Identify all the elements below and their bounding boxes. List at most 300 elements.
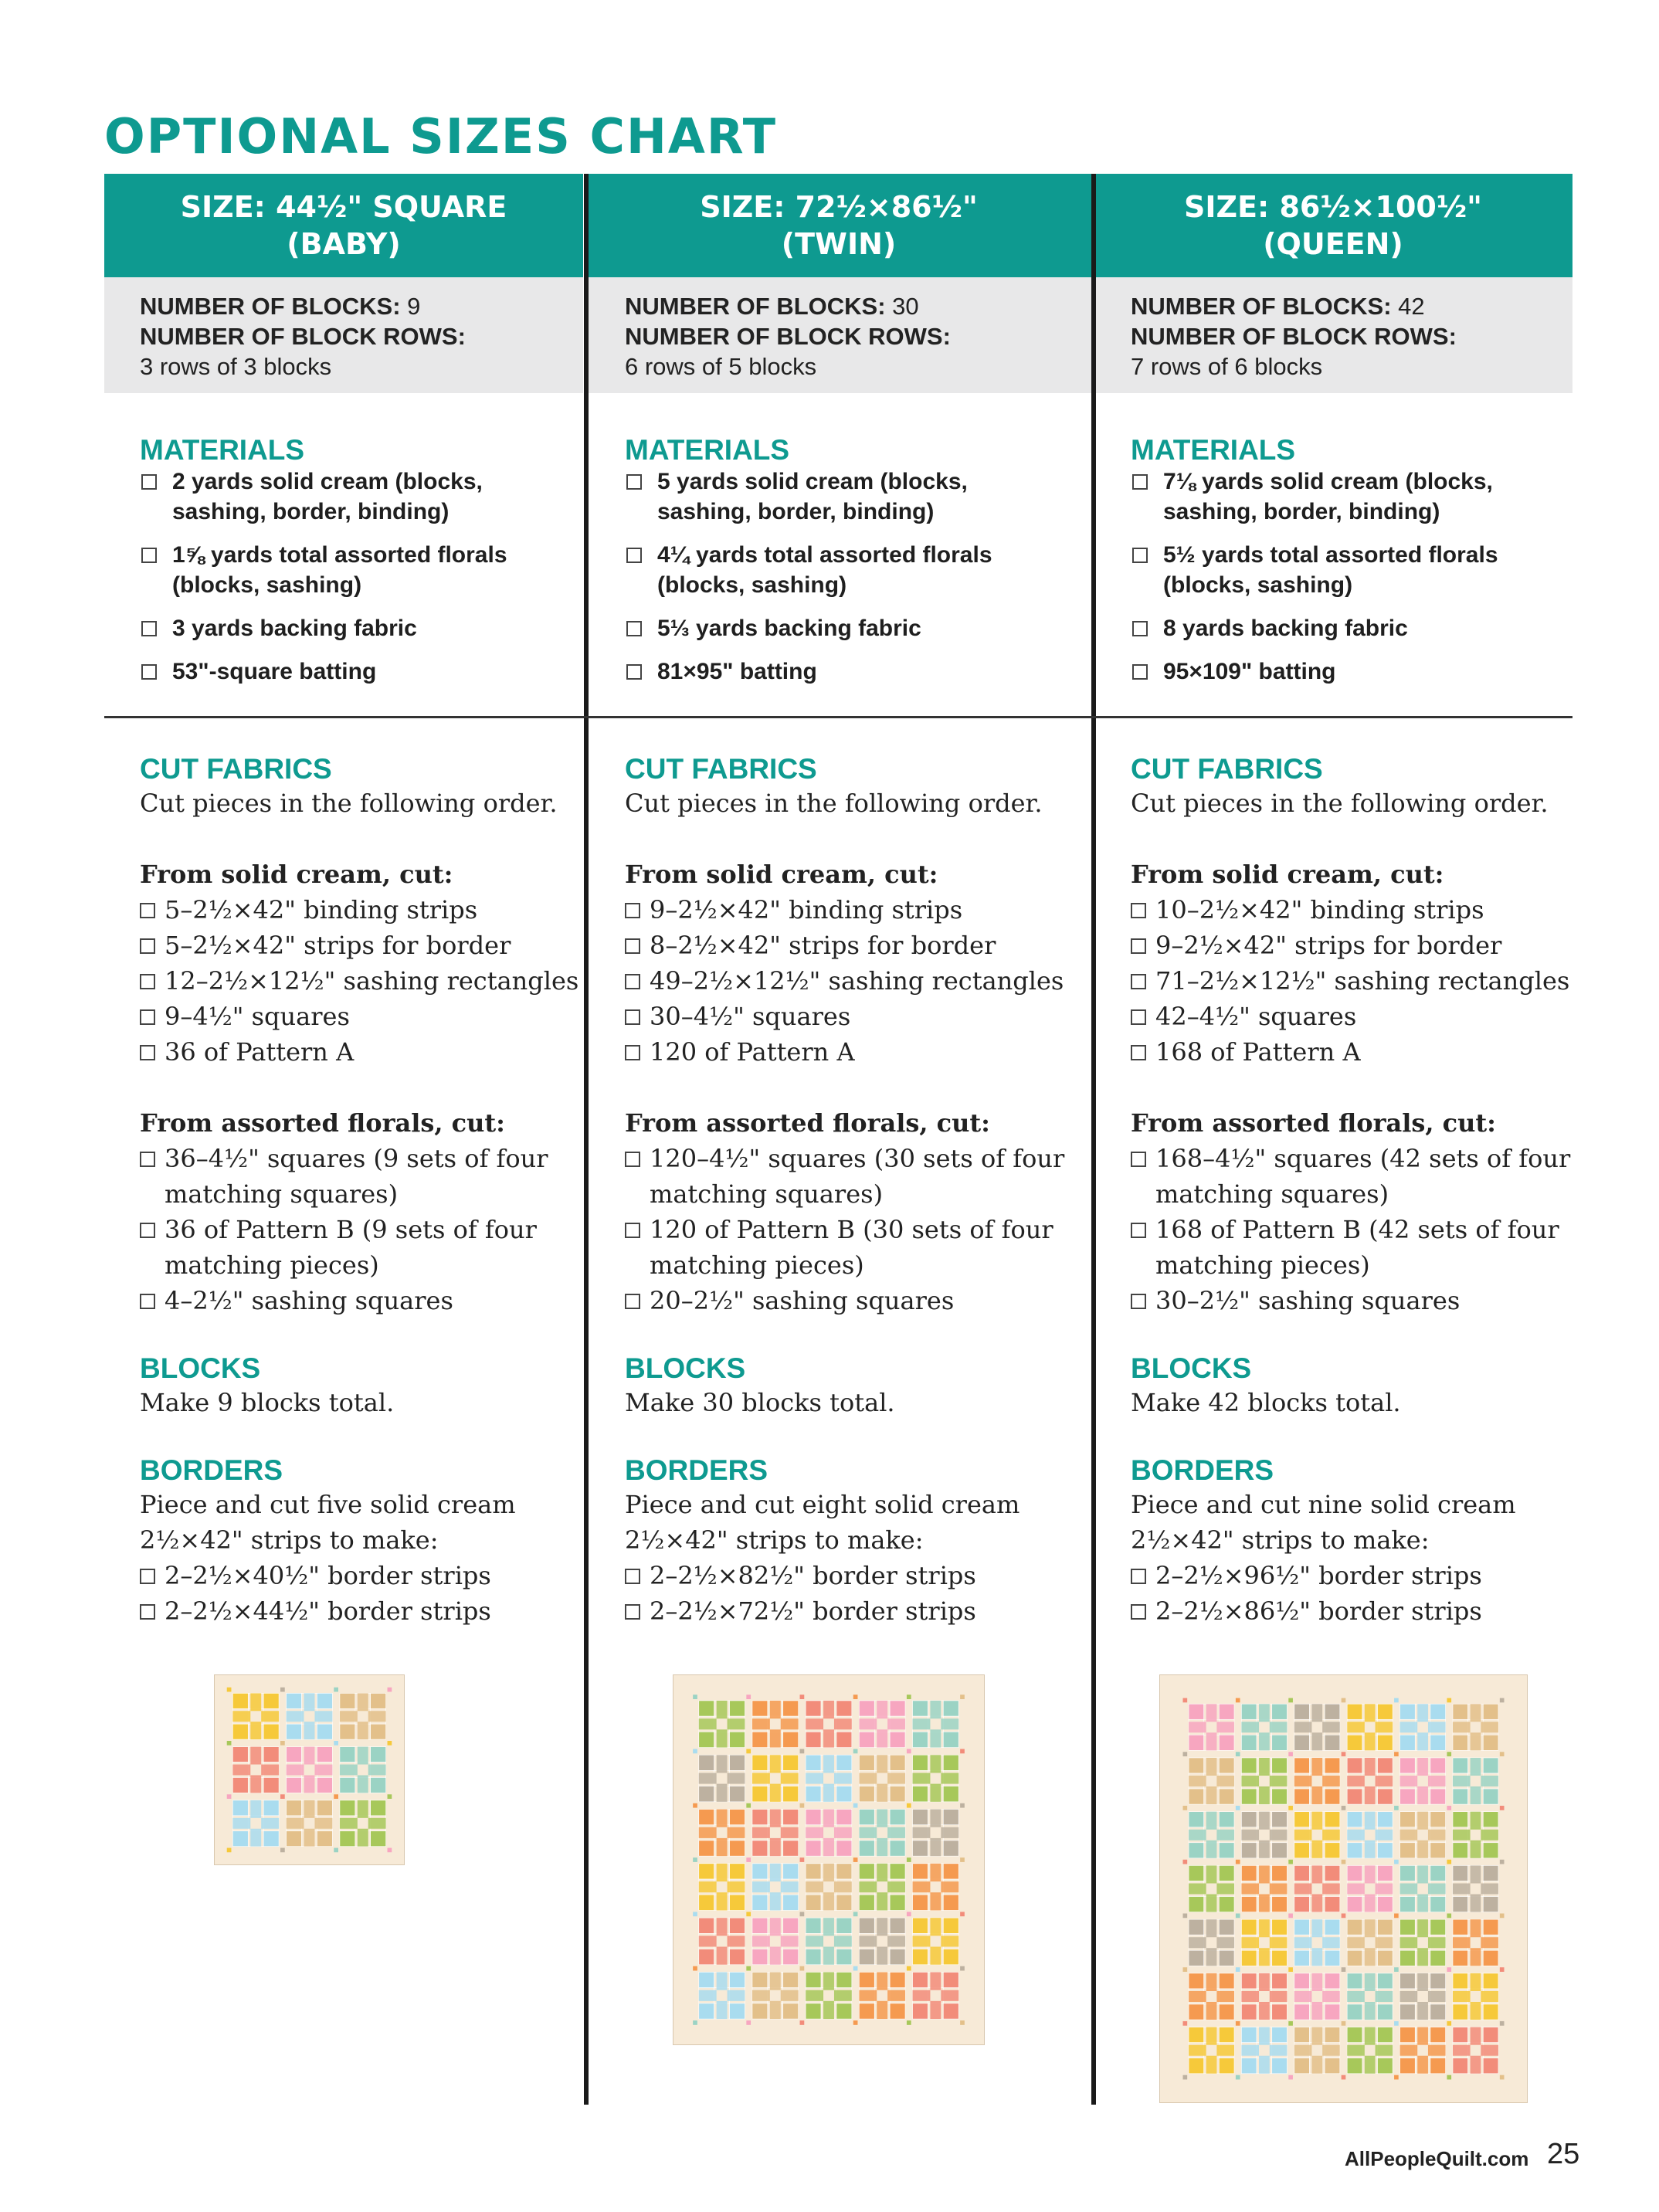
quilt-patch xyxy=(823,1718,834,1729)
num-blocks-value: 9 xyxy=(407,293,421,320)
quilt-block xyxy=(859,1918,905,1965)
quilt-patch xyxy=(340,1693,355,1708)
checkbox-icon[interactable] xyxy=(1131,1045,1146,1060)
blocks-text: Make 9 blocks total. xyxy=(140,1388,395,1417)
quilt-patch xyxy=(943,1841,958,1856)
checkbox-icon[interactable] xyxy=(625,1045,640,1060)
sashing-square xyxy=(227,1794,232,1799)
quilt-patch xyxy=(1365,1991,1376,2002)
cut-fabrics-section xyxy=(140,753,588,1629)
quilt-patch xyxy=(1483,1735,1498,1750)
borders-text: Piece and cut five solid cream 2½×42" strips to make: xyxy=(140,1490,516,1555)
sashing-square xyxy=(1447,1967,1451,1972)
sashing-square xyxy=(746,1803,751,1808)
checkbox-icon[interactable] xyxy=(626,474,642,490)
quilt-patch xyxy=(1241,1758,1257,1773)
quilt-patch xyxy=(1189,1919,1204,1935)
sashing-square xyxy=(1394,1752,1399,1756)
quilt-patch xyxy=(1325,1843,1340,1858)
quilt-block xyxy=(1189,1758,1234,1804)
checkbox-icon[interactable] xyxy=(1131,1569,1146,1584)
checkbox-icon[interactable] xyxy=(140,1009,155,1025)
checkbox-icon[interactable] xyxy=(140,1604,155,1620)
sashing-square xyxy=(1394,1967,1399,1972)
quilt-patch xyxy=(1241,1973,1257,1989)
checkbox-icon[interactable] xyxy=(140,1294,155,1309)
checkbox-icon[interactable] xyxy=(141,474,157,490)
quilt-patch xyxy=(859,1895,874,1910)
sashing-square xyxy=(1183,2021,1188,2026)
quilt-patch xyxy=(287,1777,302,1793)
material-item xyxy=(140,540,572,600)
quilt-patch xyxy=(371,1777,386,1793)
quilt-patch xyxy=(943,2003,958,2019)
checkbox-icon[interactable] xyxy=(140,1569,155,1584)
quilt-patch xyxy=(1430,1704,1446,1719)
checkbox-icon[interactable] xyxy=(625,974,640,989)
cut-text: 12–2½×12½" sashing rectangles xyxy=(165,966,579,996)
quilt-patch xyxy=(836,1918,852,1933)
quilt-diagram xyxy=(214,1674,405,1865)
quilt-block xyxy=(913,1864,959,1911)
num-blocks-label: NUMBER OF BLOCKS: xyxy=(140,293,401,320)
quilt-patch xyxy=(1241,1843,1257,1858)
checkbox-icon[interactable] xyxy=(1131,1223,1146,1238)
sashing-square xyxy=(853,2020,858,2025)
checkbox-icon[interactable] xyxy=(1131,1604,1146,1620)
quilt-patch xyxy=(371,1693,386,1708)
checkbox-icon[interactable] xyxy=(1131,1294,1146,1309)
size-column xyxy=(586,174,1091,393)
quilt-patch xyxy=(1417,1722,1428,1732)
sashing-square xyxy=(1236,1860,1240,1864)
borders-heading: BORDERS xyxy=(625,1454,768,1486)
border-cut-item xyxy=(625,1558,1099,1593)
checkbox-icon[interactable] xyxy=(625,1009,640,1025)
checkbox-icon[interactable] xyxy=(625,1294,640,1309)
materials-list xyxy=(625,466,1084,687)
quilt-block xyxy=(1294,1812,1340,1858)
sashing-square xyxy=(1288,1752,1293,1756)
quilt-patch xyxy=(317,1800,332,1816)
quilt-patch xyxy=(930,1936,941,1946)
quilt-patch xyxy=(783,2003,799,2019)
quilt-patch xyxy=(263,1800,279,1816)
checkbox-icon[interactable] xyxy=(626,621,642,636)
quilt-block xyxy=(859,1701,905,1748)
quilt-patch xyxy=(1272,1843,1288,1858)
quilt-patch xyxy=(836,1895,852,1910)
material-item xyxy=(1131,466,1563,527)
sashing-square xyxy=(388,1794,392,1799)
sashing-square xyxy=(960,2020,965,2025)
sashing-square xyxy=(1394,1698,1399,1703)
quilt-patch xyxy=(1430,1919,1446,1935)
quilt-patch xyxy=(1430,1789,1446,1804)
quilt-patch xyxy=(1241,2058,1257,2074)
quilt-patch xyxy=(340,1777,355,1793)
quilt-patch xyxy=(1219,1919,1234,1935)
quilt-patch xyxy=(1219,2058,1234,2074)
quilt-patch xyxy=(1378,1789,1393,1804)
quilt-patch xyxy=(877,1718,887,1729)
sashing-square xyxy=(800,1803,805,1808)
quilt-patch xyxy=(1430,2027,1446,2043)
sashing-square xyxy=(280,1794,285,1799)
sashing-square xyxy=(907,1695,911,1699)
quilt-patch xyxy=(859,1918,874,1933)
quilt-patch xyxy=(1219,2004,1234,2020)
quilt-block xyxy=(1453,1704,1498,1750)
sashing-square xyxy=(1500,1913,1505,1918)
cream-cut-item xyxy=(625,1034,1099,1070)
quilt-block xyxy=(806,1701,852,1748)
checkbox-icon[interactable] xyxy=(1132,664,1148,680)
quilt-patch xyxy=(1272,1758,1288,1773)
sashing-square xyxy=(960,1749,965,1753)
quilt-patch xyxy=(913,1949,928,1965)
quilt-patch xyxy=(1378,1735,1393,1750)
quilt-patch xyxy=(913,2003,928,2019)
quilt-patch xyxy=(1219,1950,1234,1966)
quilt-patch xyxy=(806,1732,821,1747)
sashing-square xyxy=(1500,1967,1505,1972)
quilt-patch xyxy=(1219,1897,1234,1912)
quilt-patch xyxy=(232,1747,248,1762)
quilt-block xyxy=(806,1755,852,1802)
sashing-square xyxy=(693,1803,697,1808)
cream-cut-item xyxy=(625,928,1099,963)
quilt-patch xyxy=(717,1827,728,1838)
cut-fabrics-section xyxy=(625,753,1099,1629)
quilt-patch xyxy=(1294,1704,1310,1719)
quilt-patch xyxy=(232,1777,248,1793)
checkbox-icon[interactable] xyxy=(1131,1152,1146,1167)
column-divider xyxy=(584,174,589,2105)
quilt-patch xyxy=(1272,1789,1288,1804)
border-cut-item xyxy=(625,1593,1099,1629)
quilt-patch xyxy=(1241,1704,1257,1719)
material-item xyxy=(625,540,1084,600)
quilt-patch xyxy=(806,1864,821,1879)
checkbox-icon[interactable] xyxy=(625,1223,640,1238)
quilt-patch xyxy=(806,1972,821,1987)
quilt-patch xyxy=(1347,1897,1362,1912)
quilt-patch xyxy=(1241,1789,1257,1804)
florals-subheading: From assorted florals, cut: xyxy=(140,1108,505,1138)
checkbox-icon[interactable] xyxy=(140,938,155,954)
quilt-patch xyxy=(1206,1830,1217,1841)
quilt-patch xyxy=(730,1810,745,1825)
cut-text: 4–2½" sashing squares xyxy=(165,1286,453,1315)
checkbox-icon[interactable] xyxy=(141,548,157,563)
cream-cut-item xyxy=(1131,963,1579,999)
quilt-block xyxy=(1400,1865,1446,1912)
quilt-patch xyxy=(943,1755,958,1770)
quilt-patch xyxy=(1272,1919,1288,1935)
checkbox-icon[interactable] xyxy=(1132,621,1148,636)
material-text: 8 yards backing fabric xyxy=(1163,616,1408,641)
checkbox-icon[interactable] xyxy=(625,1569,640,1584)
quilt-patch xyxy=(699,1841,714,1856)
quilt-patch xyxy=(890,1732,905,1747)
quilt-patch xyxy=(1365,1722,1376,1732)
quilt-patch xyxy=(1325,1973,1340,1989)
cream-cut-item xyxy=(1131,999,1579,1034)
cut-intro: Cut pieces in the following order. xyxy=(625,789,1043,818)
quilt-patch xyxy=(1294,1735,1310,1750)
quilt-block xyxy=(1189,1973,1234,2020)
quilt-patch xyxy=(943,1786,958,1802)
checkbox-icon[interactable] xyxy=(140,903,155,918)
size-subtitle: (QUEEN) xyxy=(1263,227,1403,261)
quilt-patch xyxy=(930,1881,941,1892)
quilt-patch xyxy=(1325,1897,1340,1912)
checkbox-icon[interactable] xyxy=(626,548,642,563)
quilt-patch xyxy=(1219,1789,1234,1804)
quilt-patch xyxy=(358,1711,368,1722)
quilt-patch xyxy=(1189,1897,1204,1912)
quilt-patch xyxy=(1483,1919,1498,1935)
checkbox-icon[interactable] xyxy=(1131,974,1146,989)
quilt-patch xyxy=(1347,2004,1362,2020)
sashing-square xyxy=(227,1741,232,1746)
cut-text: 36 of Pattern B (9 sets of four matching pieces) xyxy=(165,1215,537,1280)
checkbox-icon[interactable] xyxy=(140,974,155,989)
quilt-patch xyxy=(340,1800,355,1816)
quilt-patch xyxy=(1347,1865,1362,1881)
quilt-patch xyxy=(1189,2004,1204,2020)
quilt-patch xyxy=(1189,1950,1204,1966)
quilt-patch xyxy=(1206,1883,1217,1894)
quilt-patch xyxy=(730,1918,745,1933)
quilt-patch xyxy=(770,1881,781,1892)
quilt-patch xyxy=(287,1800,302,1816)
size-column xyxy=(1094,174,1572,393)
cream-subheading: From solid cream, cut: xyxy=(140,860,453,889)
checkbox-icon[interactable] xyxy=(141,664,157,680)
sashing-square xyxy=(1394,2075,1399,2080)
quilt-block xyxy=(1400,1973,1446,2020)
sashing-square xyxy=(693,1966,697,1971)
quilt-patch xyxy=(770,1827,781,1838)
sashing-square xyxy=(853,1695,858,1699)
quilt-patch xyxy=(1453,1950,1468,1966)
quilt-patch xyxy=(930,1990,941,2001)
quilt-patch xyxy=(730,1841,745,1856)
quilt-patch xyxy=(823,1773,834,1783)
cut-fabrics-heading: CUT FABRICS xyxy=(140,753,332,785)
checkbox-icon[interactable] xyxy=(1131,903,1146,918)
quilt-patch xyxy=(1400,1919,1416,1935)
cut-text: 9–2½×42" strips for border xyxy=(1155,931,1502,960)
cut-text: 36–4½" squares (9 sets of four matching squares) xyxy=(165,1144,548,1209)
quilt-patch xyxy=(806,1918,821,1933)
quilt-patch xyxy=(232,1693,248,1708)
sashing-square xyxy=(1288,1860,1293,1864)
quilt-patch xyxy=(913,1732,928,1747)
quilt-patch xyxy=(783,1949,799,1965)
checkbox-icon[interactable] xyxy=(140,1223,155,1238)
checkbox-icon[interactable] xyxy=(625,938,640,954)
quilt-patch xyxy=(1311,1883,1322,1894)
quilt-patch xyxy=(913,1755,928,1770)
cream-cut-item xyxy=(140,963,588,999)
cream-cut-item xyxy=(625,999,1099,1034)
quilt-patch xyxy=(1453,1897,1468,1912)
quilt-block xyxy=(1189,1704,1234,1750)
quilt-patch xyxy=(1325,1789,1340,1804)
border-cut-item xyxy=(1131,1593,1579,1629)
quilt-patch xyxy=(1453,1843,1468,1858)
checkbox-icon[interactable] xyxy=(625,903,640,918)
quilt-patch xyxy=(1311,1830,1322,1841)
checkbox-icon[interactable] xyxy=(140,1152,155,1167)
cream-cut-item xyxy=(140,1034,588,1070)
checkbox-icon[interactable] xyxy=(140,1045,155,1060)
quilt-patch xyxy=(1325,1812,1340,1827)
quilt-patch xyxy=(730,1701,745,1716)
quilt-patch xyxy=(1347,1812,1362,1827)
checkbox-icon[interactable] xyxy=(626,664,642,680)
checkbox-icon[interactable] xyxy=(1132,548,1148,563)
quilt-patch xyxy=(1483,1704,1498,1719)
blocks-heading: BLOCKS xyxy=(1131,1352,1252,1384)
sashing-square xyxy=(1236,1752,1240,1756)
quilt-block xyxy=(699,1972,745,2019)
border-cut-item xyxy=(140,1558,588,1593)
quilt-block xyxy=(859,1755,905,1802)
quilt-patch xyxy=(859,1701,874,1716)
quilt-patch xyxy=(1378,1758,1393,1773)
sashing-square xyxy=(1447,1860,1451,1864)
cut-text: 9–4½" squares xyxy=(165,1002,350,1031)
quilt-patch xyxy=(806,1701,821,1716)
quilt-patch xyxy=(1378,1950,1393,1966)
quilt-patch xyxy=(1483,1897,1498,1912)
quilt-patch xyxy=(1471,1830,1481,1841)
checkbox-icon[interactable] xyxy=(1131,1009,1146,1025)
quilt-block xyxy=(340,1693,386,1739)
quilt-patch xyxy=(913,1786,928,1802)
quilt-block xyxy=(287,1693,333,1739)
quilt-patch xyxy=(890,1972,905,1987)
quilt-patch xyxy=(1378,1973,1393,1989)
quilt-block xyxy=(913,1972,959,2019)
rows-value: 3 rows of 3 blocks xyxy=(140,353,332,380)
quilt-patch xyxy=(1272,1973,1288,1989)
quilt-patch xyxy=(304,1711,315,1722)
sashing-square xyxy=(1183,1752,1188,1756)
sashing-square xyxy=(1183,2075,1188,2080)
quilt-patch xyxy=(1417,1937,1428,1948)
sashing-square xyxy=(1394,1860,1399,1864)
sashing-square xyxy=(960,1695,965,1699)
sashing-square xyxy=(800,1857,805,1862)
material-item xyxy=(140,656,572,687)
column-divider xyxy=(1091,174,1096,2105)
quilt-patch xyxy=(371,1800,386,1816)
sashing-square xyxy=(746,1749,751,1753)
block-stats xyxy=(586,277,1091,393)
quilt-patch xyxy=(943,1918,958,1933)
quilt-patch xyxy=(699,1972,714,1987)
quilt-patch xyxy=(930,1773,941,1783)
sashing-square xyxy=(1342,1698,1346,1703)
quilt-patch xyxy=(1325,1950,1340,1966)
quilt-patch xyxy=(1272,1897,1288,1912)
quilt-patch xyxy=(358,1765,368,1776)
footer-url[interactable]: AllPeopleQuilt.com xyxy=(1345,2147,1529,2170)
quilt-patch xyxy=(1189,2058,1204,2074)
sashing-square xyxy=(907,1803,911,1808)
quilt-patch xyxy=(783,1972,799,1987)
quilt-patch xyxy=(943,1732,958,1747)
quilt-patch xyxy=(1294,1758,1310,1773)
sashing-square xyxy=(1447,2075,1451,2080)
checkbox-icon[interactable] xyxy=(625,1152,640,1167)
checkbox-icon[interactable] xyxy=(1132,474,1148,490)
quilt-patch xyxy=(752,1810,768,1825)
quilt-patch xyxy=(752,1732,768,1747)
quilt-patch xyxy=(836,1786,852,1802)
quilt-patch xyxy=(1400,1950,1416,1966)
sashing-square xyxy=(1236,1806,1240,1810)
materials-section xyxy=(140,434,572,687)
quilt-patch xyxy=(287,1831,302,1847)
quilt-patch xyxy=(1206,1937,1217,1948)
quilt-patch xyxy=(806,1810,821,1825)
quilt-block xyxy=(1400,1919,1446,1966)
quilt-patch xyxy=(752,2003,768,2019)
checkbox-icon[interactable] xyxy=(625,1604,640,1620)
quilt-patch xyxy=(1471,2045,1481,2056)
sashing-square xyxy=(1288,1806,1293,1810)
quilt-patch xyxy=(913,1972,928,1987)
quilt-patch xyxy=(913,1701,928,1716)
quilt-patch xyxy=(890,1864,905,1879)
quilt-patch xyxy=(859,1755,874,1770)
borders-text: Piece and cut nine solid cream 2½×42" strips to make: xyxy=(1131,1490,1516,1555)
quilt-patch xyxy=(1347,1758,1362,1773)
material-item xyxy=(625,466,1084,527)
quilt-patch xyxy=(1378,2004,1393,2020)
quilt-patch xyxy=(859,1786,874,1802)
quilt-patch xyxy=(1259,2045,1270,2056)
quilt-patch xyxy=(783,1895,799,1910)
quilt-patch xyxy=(1378,2027,1393,2043)
material-item xyxy=(1131,613,1563,643)
quilt-patch xyxy=(859,1841,874,1856)
quilt-patch xyxy=(890,1841,905,1856)
border-cut-item xyxy=(140,1593,588,1629)
quilt-patch xyxy=(1453,2004,1468,2020)
checkbox-icon[interactable] xyxy=(141,621,157,636)
quilt-patch xyxy=(1365,2045,1376,2056)
cut-text: 120–4½" squares (30 sets of four matching squares) xyxy=(650,1144,1065,1209)
quilt-patch xyxy=(1453,2027,1468,2043)
quilt-patch xyxy=(1400,1789,1416,1804)
sashing-square xyxy=(334,1688,338,1692)
materials-section xyxy=(1131,434,1563,687)
quilt-patch xyxy=(1417,1776,1428,1786)
quilt-patch xyxy=(1430,1950,1446,1966)
sashing-square xyxy=(746,2020,751,2025)
quilt-patch xyxy=(1259,1991,1270,2002)
quilt-diagram xyxy=(673,1674,985,2045)
checkbox-icon[interactable] xyxy=(1131,938,1146,954)
sashing-square xyxy=(960,1857,965,1862)
